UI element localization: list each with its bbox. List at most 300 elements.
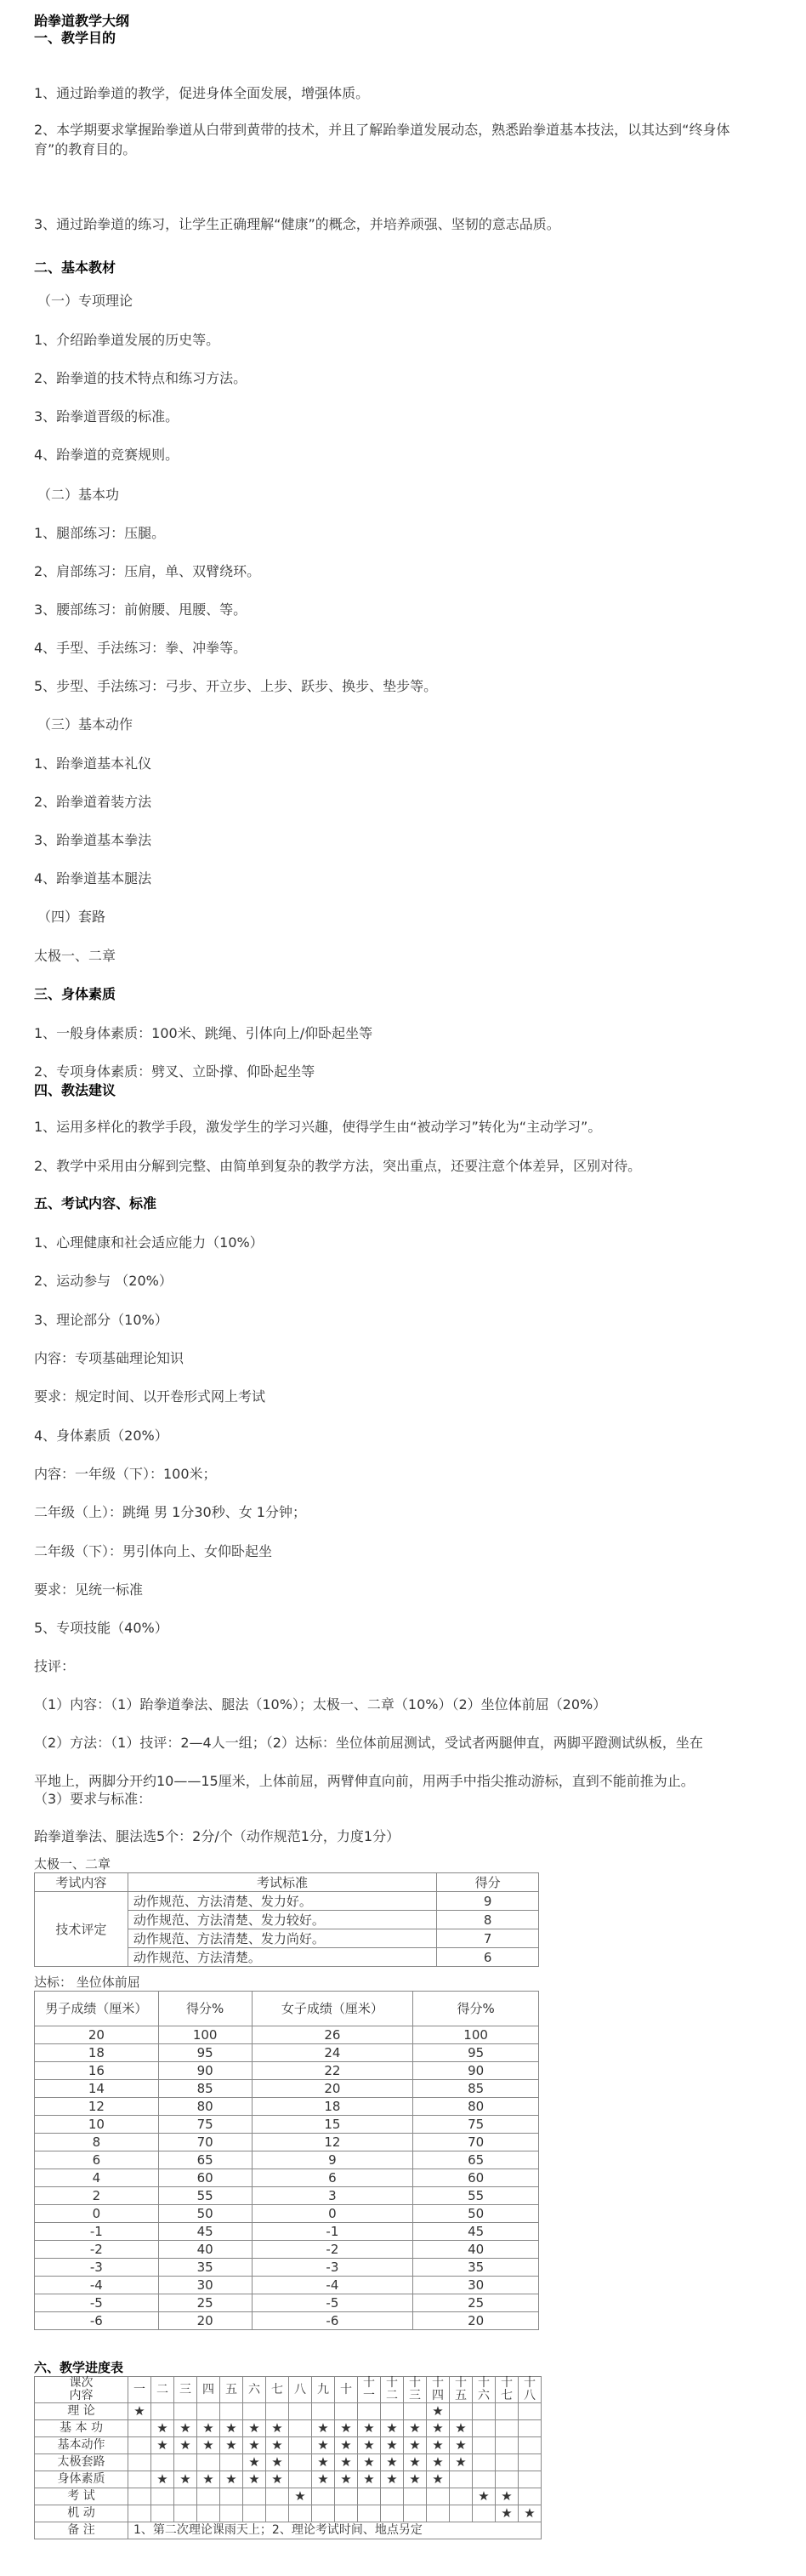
- schedule-cell: [197, 2471, 220, 2488]
- table-cell: 40: [413, 2241, 539, 2259]
- schedule-cell: [404, 2488, 427, 2505]
- lesson-header-cell: 四: [197, 2377, 220, 2403]
- schedule-cell: [151, 2403, 174, 2420]
- schedule-cell: [151, 2505, 174, 2522]
- schedule-cell: [174, 2488, 197, 2505]
- table-cell: 55: [158, 2187, 252, 2205]
- paragraph: （2）方法：（1）技评：2—4人一组；（2）达标：坐位体前屈测试，受试者两腿伸直，两脚平蹬测试纵板，坐在: [34, 1735, 703, 1751]
- table-cell: 25: [158, 2294, 252, 2312]
- schedule-cell: [128, 2505, 151, 2522]
- table-cell: 65: [158, 2151, 252, 2169]
- table-cell: 75: [158, 2116, 252, 2134]
- schedule-cell: [151, 2488, 174, 2505]
- schedule-cell: [174, 2454, 197, 2471]
- table-row: [35, 2420, 542, 2437]
- star-icon: ★: [432, 2436, 444, 2453]
- lesson-number: 三: [409, 2389, 421, 2402]
- table-row: [35, 2026, 539, 2044]
- table-cell: -4: [35, 2277, 159, 2294]
- paragraph: 2、肩部练习：压肩，单、双臂绕环。: [34, 563, 261, 579]
- schedule-cell: [404, 2437, 427, 2454]
- schedule-cell: [243, 2437, 266, 2454]
- star-icon: ★: [432, 2402, 444, 2419]
- table-cell: 85: [158, 2080, 252, 2098]
- paragraph: 4、跆拳道基本腿法: [34, 870, 152, 886]
- paragraph: 2、运动参与 （20%）: [34, 1273, 173, 1289]
- table-cell: -5: [35, 2294, 159, 2312]
- paragraph: 2、跆拳道的技术特点和练习方法。: [34, 370, 247, 386]
- star-icon: ★: [271, 2436, 283, 2453]
- table-cell: 70: [158, 2134, 252, 2151]
- table-cell: 35: [413, 2259, 539, 2277]
- table-cell: 18: [35, 2044, 159, 2062]
- table-header-cell: 男子成绩（厘米）: [35, 1992, 159, 2026]
- table-row: [35, 2403, 542, 2420]
- schedule-cell: [381, 2454, 404, 2471]
- schedule-cell: [427, 2420, 450, 2437]
- schedule-cell: [450, 2437, 473, 2454]
- schedule-cell: [197, 2403, 220, 2420]
- table-row: [35, 2116, 539, 2134]
- table-cell: 45: [413, 2223, 539, 2241]
- schedule-cell: [496, 2454, 519, 2471]
- schedule-cell: [381, 2403, 404, 2420]
- schedule-cell: [473, 2505, 496, 2522]
- paragraph: 2、跆拳道着装方法: [34, 794, 152, 810]
- table-cell: 65: [413, 2151, 539, 2169]
- schedule-cell: [197, 2505, 220, 2522]
- schedule-cell: [358, 2454, 381, 2471]
- schedule-cell: [473, 2488, 496, 2505]
- lesson-header-cell: 七: [266, 2377, 289, 2403]
- table-cell: 80: [158, 2098, 252, 2116]
- star-icon: ★: [455, 2436, 467, 2453]
- table-row: [35, 2312, 539, 2330]
- star-icon: ★: [133, 2402, 145, 2419]
- schedule-cell: [266, 2420, 289, 2437]
- table-cell: 10: [35, 2116, 159, 2134]
- standard-cell: 动作规范、方法清楚、发力好。: [128, 1892, 436, 1911]
- table-header-row: [35, 1992, 539, 2026]
- table-cell: 24: [252, 2044, 413, 2062]
- schedule-cell: [519, 2437, 542, 2454]
- row-label-cell: 基本动作: [35, 2437, 128, 2454]
- paragraph: 技评：: [34, 1658, 76, 1674]
- star-icon: ★: [386, 2453, 398, 2470]
- schedule-cell: [519, 2454, 542, 2471]
- schedule-cell: [519, 2403, 542, 2420]
- star-icon: ★: [501, 2505, 513, 2521]
- lesson-header-cell: 三: [174, 2377, 197, 2403]
- star-icon: ★: [340, 2419, 352, 2436]
- star-icon: ★: [340, 2436, 352, 2453]
- star-icon: ★: [501, 2488, 513, 2504]
- schedule-cell: [335, 2454, 358, 2471]
- paragraph: 1、介绍跆拳道发展的历史等。: [34, 332, 220, 348]
- star-icon: ★: [156, 2471, 168, 2487]
- paragraph: 育”的教育目的。: [34, 141, 137, 157]
- schedule-cell: [289, 2471, 312, 2488]
- table-cell: 9: [252, 2151, 413, 2169]
- lesson-header-cell: [473, 2377, 496, 2403]
- schedule-cell: [450, 2471, 473, 2488]
- corner-cell: [35, 2377, 128, 2403]
- group-label-cell: 技术评定: [35, 1892, 128, 1967]
- star-icon: ★: [340, 2471, 352, 2487]
- row-label-cell: 机 动: [35, 2505, 128, 2522]
- table-cell: 6: [35, 2151, 159, 2169]
- schedule-cell: [243, 2420, 266, 2437]
- table-cell: 100: [413, 2026, 539, 2044]
- star-icon: ★: [248, 2471, 260, 2487]
- schedule-cell: [289, 2505, 312, 2522]
- table-cell: 20: [158, 2312, 252, 2330]
- row-label-cell: 考 试: [35, 2488, 128, 2505]
- schedule-cell: [289, 2437, 312, 2454]
- schedule-cell: [312, 2437, 335, 2454]
- paragraph: 内容：一年级（下）：100米；: [34, 1466, 217, 1482]
- schedule-cell: [220, 2471, 243, 2488]
- schedule-cell: [312, 2403, 335, 2420]
- table-cell: 60: [413, 2169, 539, 2187]
- schedule-cell: [381, 2437, 404, 2454]
- paragraph: 3、腰部练习：前俯腰、甩腰、等。: [34, 601, 247, 618]
- lesson-header-cell: 二: [151, 2377, 174, 2403]
- table-row: [35, 2187, 539, 2205]
- table-row: [35, 2151, 539, 2169]
- schedule-cell: [519, 2505, 542, 2522]
- schedule-cell: [335, 2488, 358, 2505]
- schedule-cell: [519, 2471, 542, 2488]
- schedule-cell: [266, 2471, 289, 2488]
- table-header-cell: 得分%: [413, 1992, 539, 2026]
- schedule-cell: [496, 2437, 519, 2454]
- schedule-cell: [381, 2488, 404, 2505]
- schedule-cell: [358, 2505, 381, 2522]
- row-label-cell: 太极套路: [35, 2454, 128, 2471]
- table-header-row: [35, 2377, 542, 2403]
- paragraph: 2、专项身体素质：劈叉、立卧撑、仰卧起坐等: [34, 1063, 315, 1080]
- paragraph: 3、通过跆拳道的练习，让学生正确理解“健康”的概念，并培养顽强、坚韧的意志品质。: [34, 216, 560, 232]
- standard-cell: 动作规范、方法清楚、发力尚好。: [128, 1929, 436, 1948]
- note-cell: 1、第二次理论课雨天上；2、理论考试时间、地点另定: [128, 2522, 542, 2539]
- schedule-cell: [473, 2420, 496, 2437]
- schedule-cell: [519, 2488, 542, 2505]
- star-icon: ★: [409, 2419, 421, 2436]
- lesson-number: 十: [501, 2376, 513, 2390]
- table-header-row: [35, 1873, 539, 1892]
- table-row: [35, 2294, 539, 2312]
- table-cell: 6: [252, 2169, 413, 2187]
- lesson-number: 八: [524, 2389, 536, 2402]
- schedule-cell: [358, 2471, 381, 2488]
- schedule-cell: [427, 2471, 450, 2488]
- lesson-header-cell: 一: [128, 2377, 151, 2403]
- table-cell: 8: [35, 2134, 159, 2151]
- paragraph: 1、运用多样化的教学手段，激发学生的学习兴趣，使得学生由“被动学习”转化为“主动学习”。: [34, 1119, 602, 1135]
- star-icon: ★: [179, 2471, 191, 2487]
- table-row: [35, 2437, 542, 2454]
- table-header-cell: 考试内容: [35, 1873, 128, 1892]
- table-cell: 90: [413, 2062, 539, 2080]
- schedule-cell: [289, 2488, 312, 2505]
- star-icon: ★: [409, 2453, 421, 2470]
- section-heading: 四、教法建议: [34, 1082, 116, 1098]
- star-icon: ★: [271, 2419, 283, 2436]
- standard-cell: 动作规范、方法清楚。: [128, 1948, 436, 1967]
- table-cell: -2: [35, 2241, 159, 2259]
- table-cell: 90: [158, 2062, 252, 2080]
- lesson-number: 七: [501, 2389, 513, 2402]
- star-icon: ★: [271, 2453, 283, 2470]
- paragraph: 要求：规定时间、以开卷形式网上考试: [34, 1388, 266, 1405]
- schedule-cell: [473, 2403, 496, 2420]
- paragraph: （3）要求与标准：: [34, 1791, 152, 1807]
- lesson-header-cell: [427, 2377, 450, 2403]
- paragraph: （二）基本功: [37, 487, 120, 503]
- row-label-cell: 理 论: [35, 2403, 128, 2420]
- schedule-cell: [335, 2505, 358, 2522]
- paragraph: 1、通过跆拳道的教学，促进身体全面发展，增强体质。: [34, 85, 370, 101]
- table-row: [35, 2080, 539, 2098]
- paragraph: 要求：见统一标准: [34, 1582, 144, 1598]
- star-icon: ★: [432, 2471, 444, 2487]
- schedule-cell: [243, 2471, 266, 2488]
- schedule-cell: [266, 2505, 289, 2522]
- lesson-header-cell: [381, 2377, 404, 2403]
- table-cell: 12: [252, 2134, 413, 2151]
- star-icon: ★: [317, 2419, 329, 2436]
- schedule-cell: [128, 2420, 151, 2437]
- table-cell: 30: [158, 2277, 252, 2294]
- row-label-cell: 基 本 功: [35, 2420, 128, 2437]
- schedule-cell: [473, 2437, 496, 2454]
- table-cell: 4: [35, 2169, 159, 2187]
- paragraph: 3、理论部分（10%）: [34, 1312, 168, 1328]
- paragraph: 二年级（上）：跳绳 男 1分30秒、女 1分钟；: [34, 1504, 306, 1520]
- row-label-cell: 身体素质: [35, 2471, 128, 2488]
- schedule-cell: [381, 2420, 404, 2437]
- schedule-cell: [243, 2403, 266, 2420]
- paragraph: （四）套路: [37, 909, 106, 925]
- star-icon: ★: [363, 2453, 375, 2470]
- paragraph: 4、跆拳道的竞赛规则。: [34, 447, 179, 463]
- table-cell: -6: [35, 2312, 159, 2330]
- schedule-cell: [496, 2420, 519, 2437]
- schedule-cell: [450, 2454, 473, 2471]
- table-row: [35, 2169, 539, 2187]
- table-header-cell: 得分: [437, 1873, 539, 1892]
- score-cell: 9: [437, 1892, 539, 1911]
- table-row: [35, 2471, 542, 2488]
- schedule-cell: [473, 2454, 496, 2471]
- schedule-cell: [220, 2420, 243, 2437]
- paragraph: 2、本学期要求掌握跆拳道从白带到黄带的技术，并且了解跆拳道发展动态，熟悉跆拳道基本技法，以其达到“终身体: [34, 122, 730, 138]
- paragraph: （三）基本动作: [37, 716, 133, 732]
- table-cell: 35: [158, 2259, 252, 2277]
- lesson-number: 十: [455, 2376, 467, 2390]
- schedule-cell: [174, 2403, 197, 2420]
- schedule-cell: [151, 2437, 174, 2454]
- table-cell: 3: [252, 2187, 413, 2205]
- schedule-cell: [220, 2505, 243, 2522]
- schedule-cell: [473, 2471, 496, 2488]
- schedule-cell: [220, 2488, 243, 2505]
- section-heading: 五、考试内容、标准: [34, 1195, 157, 1211]
- lesson-number: 一: [363, 2389, 375, 2402]
- table-header-cell: 考试标准: [128, 1873, 436, 1892]
- schedule-cell: [197, 2454, 220, 2471]
- star-icon: ★: [455, 2419, 467, 2436]
- paragraph: （1）内容：（1）跆拳道拳法、腿法（10%）；太极一、二章（10%）（2）坐位体前屈（20%）: [34, 1696, 607, 1713]
- table-cell: 85: [413, 2080, 539, 2098]
- table-cell: 0: [252, 2205, 413, 2223]
- schedule-cell: [243, 2505, 266, 2522]
- star-icon: ★: [409, 2436, 421, 2453]
- lesson-number: 二: [386, 2389, 398, 2402]
- table-row: [35, 2505, 542, 2522]
- schedule-cell: [174, 2505, 197, 2522]
- table-row: [35, 2044, 539, 2062]
- table-cell: 16: [35, 2062, 159, 2080]
- schedule-cell: [128, 2403, 151, 2420]
- star-icon: ★: [248, 2453, 260, 2470]
- table-row: [35, 1892, 539, 1911]
- lesson-number: 十: [524, 2376, 536, 2390]
- schedule-cell: [243, 2454, 266, 2471]
- table-cell: 20: [35, 2026, 159, 2044]
- table-cell: 26: [252, 2026, 413, 2044]
- schedule-cell: [381, 2505, 404, 2522]
- lesson-header-cell: 五: [220, 2377, 243, 2403]
- paragraph: 跆拳道拳法、腿法选5个：2分/个（动作规范1分，力度1分）: [34, 1828, 400, 1844]
- star-icon: ★: [294, 2488, 306, 2504]
- corner-label: 课次: [69, 2376, 94, 2390]
- lesson-number: 四: [432, 2389, 444, 2402]
- star-icon: ★: [317, 2453, 329, 2470]
- schedule-cell: [312, 2488, 335, 2505]
- schedule-cell: [312, 2471, 335, 2488]
- schedule-cell: [450, 2420, 473, 2437]
- table-cell: 20: [252, 2080, 413, 2098]
- table-cell: -5: [252, 2294, 413, 2312]
- table-row: [35, 2259, 539, 2277]
- paragraph: 1、跆拳道基本礼仪: [34, 755, 152, 772]
- page-title: 跆拳道教学大纲: [34, 13, 130, 29]
- star-icon: ★: [363, 2419, 375, 2436]
- lesson-number: 十: [409, 2376, 421, 2390]
- score-cell: 8: [437, 1911, 539, 1929]
- schedule-cell: [266, 2454, 289, 2471]
- star-icon: ★: [363, 2436, 375, 2453]
- star-icon: ★: [432, 2453, 444, 2470]
- table-row: [35, 2277, 539, 2294]
- star-icon: ★: [271, 2471, 283, 2487]
- table-cell: 18: [252, 2098, 413, 2116]
- table-cell: -3: [35, 2259, 159, 2277]
- star-icon: ★: [248, 2436, 260, 2453]
- star-icon: ★: [225, 2471, 237, 2487]
- paragraph: 3、跆拳道晋级的标准。: [34, 408, 179, 425]
- paragraph: 5、专项技能（40%）: [34, 1620, 168, 1636]
- schedule-cell: [404, 2454, 427, 2471]
- schedule-table: [34, 2376, 542, 2539]
- score-cell: 6: [437, 1948, 539, 1967]
- schedule-cell: [358, 2420, 381, 2437]
- star-icon: ★: [386, 2471, 398, 2487]
- lesson-header-cell: [496, 2377, 519, 2403]
- schedule-cell: [358, 2403, 381, 2420]
- schedule-cell: [358, 2437, 381, 2454]
- schedule-cell: [312, 2454, 335, 2471]
- paragraph: 内容：专项基础理论知识: [34, 1350, 184, 1366]
- star-icon: ★: [225, 2436, 237, 2453]
- paragraph: 5、步型、手法练习：弓步、开立步、上步、跃步、换步、垫步等。: [34, 678, 438, 694]
- star-icon: ★: [179, 2419, 191, 2436]
- star-icon: ★: [202, 2436, 214, 2453]
- schedule-cell: [450, 2403, 473, 2420]
- table-row: [35, 2134, 539, 2151]
- taiji-score-table: [34, 1872, 539, 1967]
- star-icon: ★: [386, 2419, 398, 2436]
- schedule-cell: [174, 2471, 197, 2488]
- table-cell: 75: [413, 2116, 539, 2134]
- table-cell: 22: [252, 2062, 413, 2080]
- star-icon: ★: [432, 2419, 444, 2436]
- star-icon: ★: [202, 2419, 214, 2436]
- table-row: [35, 2223, 539, 2241]
- schedule-cell: [128, 2471, 151, 2488]
- table-cell: 100: [158, 2026, 252, 2044]
- star-icon: ★: [363, 2471, 375, 2487]
- schedule-cell: [128, 2437, 151, 2454]
- lesson-header-cell: 六: [243, 2377, 266, 2403]
- table-cell: 25: [413, 2294, 539, 2312]
- table-cell: -4: [252, 2277, 413, 2294]
- star-icon: ★: [225, 2419, 237, 2436]
- table-header-cell: 女子成绩（厘米）: [252, 1992, 413, 2026]
- schedule-cell: [450, 2488, 473, 2505]
- lesson-header-cell: [358, 2377, 381, 2403]
- table-row: [35, 2062, 539, 2080]
- schedule-cell: [496, 2471, 519, 2488]
- table-cell: 20: [413, 2312, 539, 2330]
- table-cell: 80: [413, 2098, 539, 2116]
- section-heading: 一、教学目的: [34, 30, 116, 46]
- table-header-cell: 得分%: [158, 1992, 252, 2026]
- schedule-cell: [312, 2420, 335, 2437]
- schedule-cell: [312, 2505, 335, 2522]
- table-row: [35, 2098, 539, 2116]
- table-cell: 14: [35, 2080, 159, 2098]
- schedule-cell: [128, 2454, 151, 2471]
- corner-label: 内容: [69, 2389, 94, 2402]
- lesson-number: 五: [455, 2389, 467, 2402]
- star-icon: ★: [317, 2471, 329, 2487]
- table-cell: 50: [413, 2205, 539, 2223]
- lesson-number: 六: [478, 2389, 490, 2402]
- table-row: [35, 2205, 539, 2223]
- paragraph: 4、身体素质（20%）: [34, 1428, 168, 1444]
- table3-caption: 六、教学进度表: [34, 2360, 124, 2375]
- schedule-cell: [220, 2403, 243, 2420]
- schedule-cell: [266, 2403, 289, 2420]
- lesson-header-cell: 十: [335, 2377, 358, 2403]
- schedule-cell: [335, 2471, 358, 2488]
- table-row: [35, 2488, 542, 2505]
- schedule-cell: [404, 2403, 427, 2420]
- table-cell: 95: [413, 2044, 539, 2062]
